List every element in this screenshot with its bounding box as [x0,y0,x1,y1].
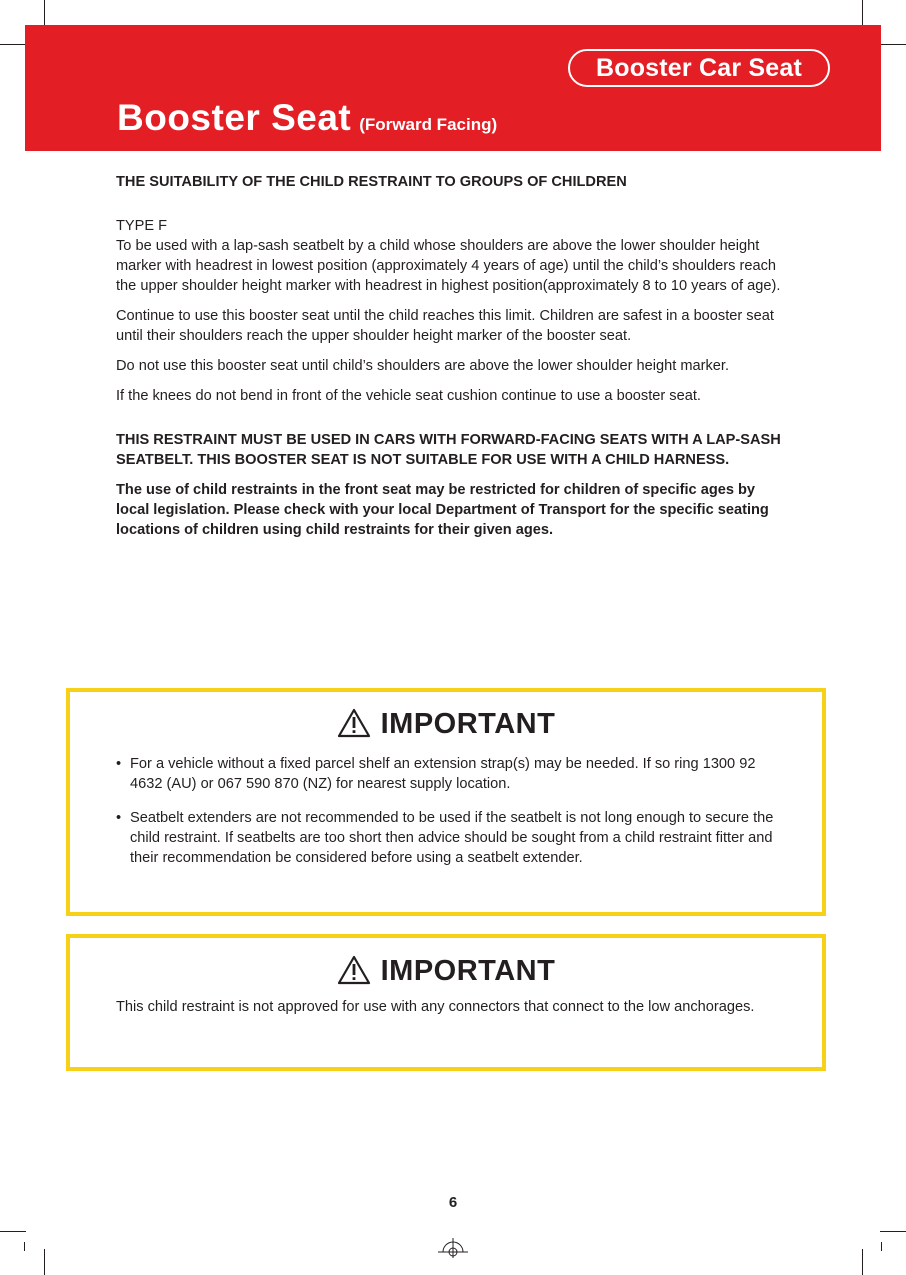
crop-mark [24,1242,25,1251]
important-box-2-body [116,997,782,1017]
crop-mark [862,1249,863,1275]
page-number: 6 [448,1194,458,1211]
main-content [116,172,786,550]
crop-mark [880,1231,906,1232]
important-heading-text: IMPORTANT [380,955,556,987]
crop-mark [0,1231,26,1232]
header-band [25,25,881,151]
knees-paragraph: If the knees do not bend in front of the vehicle seat cushion continue to use a booster seat. [116,388,701,404]
crop-mark [862,0,863,26]
important-heading-text: IMPORTANT [380,708,556,740]
continue-paragraph: Continue to use this booster seat until the child reaches this limit. Children are safest in a booster seat until their shoulders reach the upper shoulder height marker of the booster seat. [116,308,774,344]
front-seat-legislation-note: The use of child restraints in the front seat may be restricted for children of specific ages by local legislation. Please check with your local Department of Transport for the specific seating locations of children using child restraints for their given ages. [116,482,769,538]
list-item: • Seatbelt extenders are not recommended to be used if the seatbelt is not long enough to secure the child restraint. If seatbelts are too short then advice should be sought from a child restraint fitter and their recommendation be considered before using a seatbelt extender. [116,808,782,868]
crop-mark [44,1249,45,1275]
important-heading [70,955,822,988]
list-item: • For a vehicle without a fixed parcel shelf an extension strap(s) may be needed. If so ring 1300 92 4632 (AU) or 067 590 870 (NZ) for nearest supply location. [116,754,782,794]
page-title-subtitle: (Forward Facing) [359,115,498,134]
crop-mark [881,1242,882,1251]
section-badge: Booster Car Seat [568,49,830,87]
important-box-2 [66,934,826,1071]
crop-mark [0,44,26,45]
important-box-1 [66,688,826,916]
page-title [117,97,497,139]
important-box-1-body [116,754,782,882]
usage-paragraph: To be used with a lap-sash seatbelt by a child whose shoulders are above the lower shoulder height marker with headrest in lowest position (approximately 4 years of age) until the child’s shoulders reach the upper shoulder height marker with headrest in highest position(approximately 8 to 10 years of age). [116,238,781,294]
low-anchorage-note: This child restraint is not approved for use with any connectors that connect to the low anchorages. [116,999,755,1015]
warning-triangle-icon [337,708,371,738]
registration-mark-icon [438,1238,468,1258]
warning-triangle-icon [337,955,371,985]
do-not-use-paragraph: Do not use this booster seat until child’s shoulders are above the lower shoulder height marker. [116,358,730,374]
suitability-heading: THE SUITABILITY OF THE CHILD RESTRAINT TO GROUPS OF CHILDREN [116,174,627,190]
important-heading [70,708,822,741]
forward-facing-warning: THIS RESTRAINT MUST BE USED IN CARS WITH FORWARD-FACING SEATS WITH A LAP-SASH SEATBELT. THIS BOOSTER SEAT IS NOT SUITABLE FOR USE WITH A CHILD HARNESS. [116,432,781,468]
crop-mark [44,0,45,26]
page-title-main: Booster Seat [117,97,352,138]
type-label: TYPE F [116,218,168,234]
crop-mark [880,44,906,45]
